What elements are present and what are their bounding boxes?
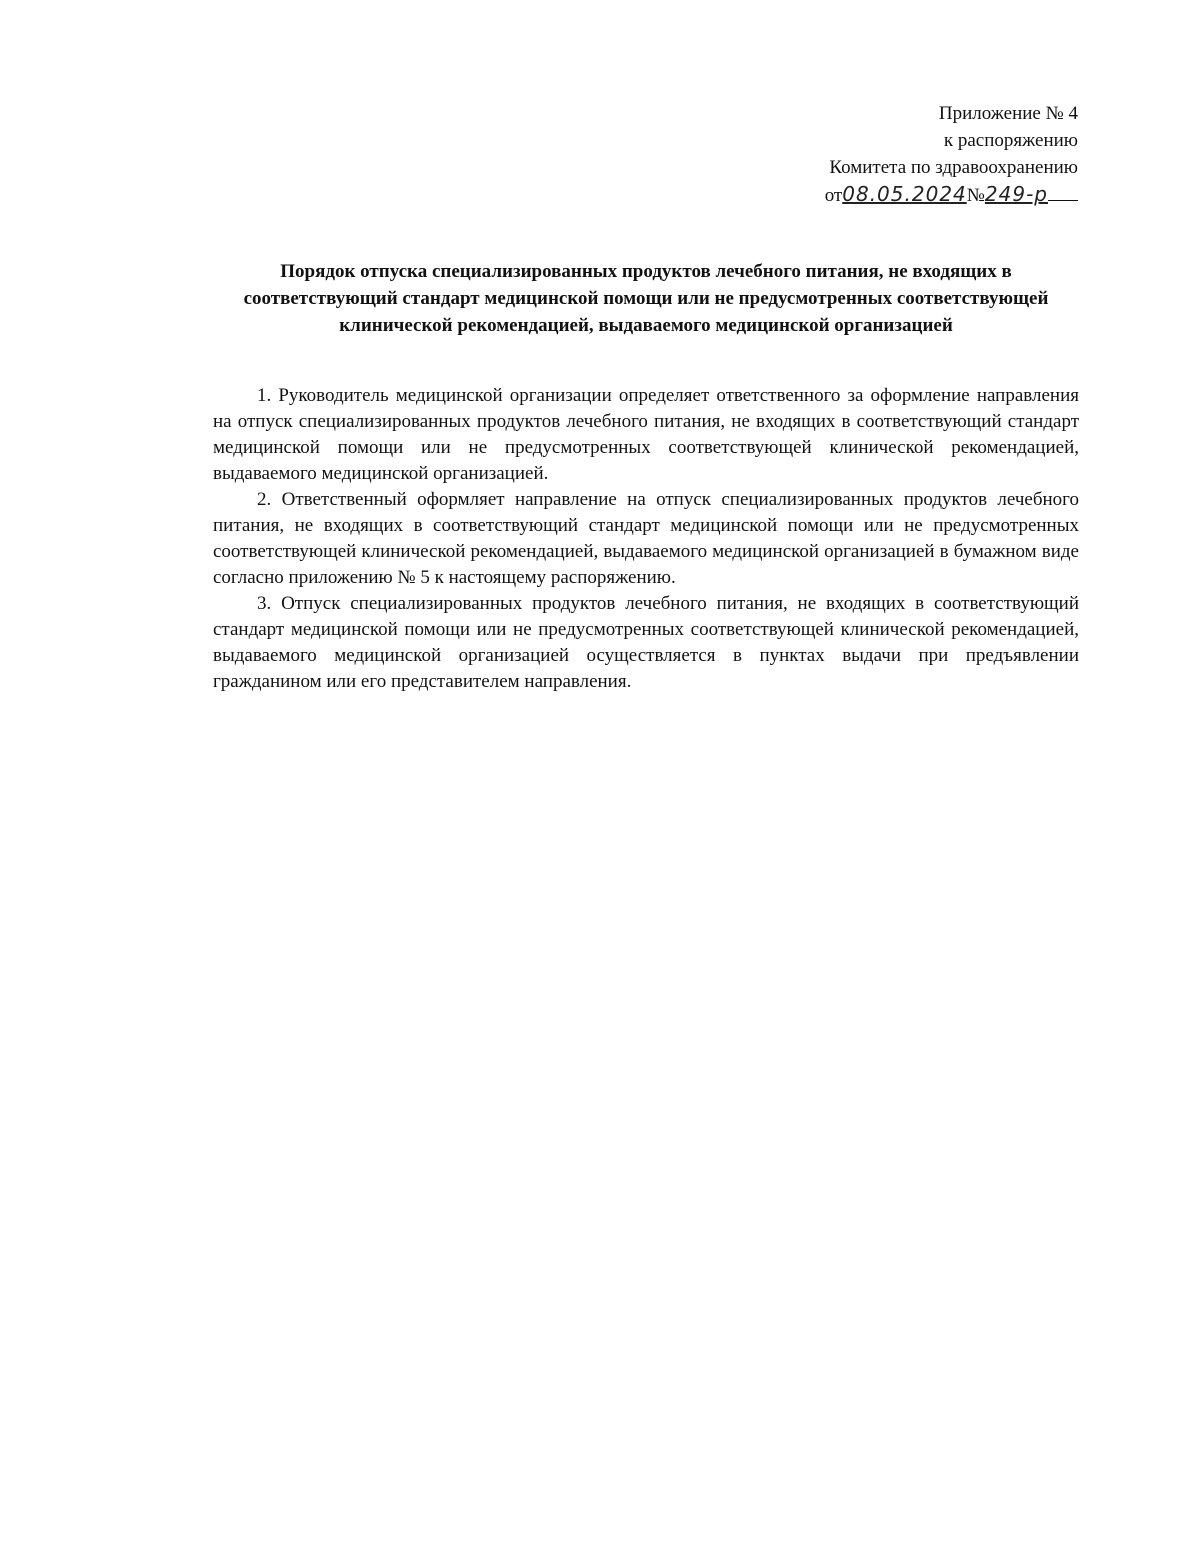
order-underline [1048, 199, 1078, 201]
order-number-label: № [966, 185, 985, 206]
document-title: Порядок отпуска специализированных продуктов лечебного питания, не входящих в соответствующий стандарт медицинской помощи или не предусмотренных соответствующей клинической рекомендацией, выдаваемого медицинской организацией [243, 261, 1049, 336]
annex-to-order: к распоряжению [943, 130, 1078, 151]
annex-header [658, 100, 1078, 209]
paragraph-3: 3. Отпуск специализированных продуктов лечебного питания, не входящих в соответствующий стандарт медицинской помощи или не предусмотренных соответствующей клинической рекомендацией, выдаваемого медицинской организацией осуществляется в пунктах выдачи при предъявлении гражданином или его представителем направления. [213, 593, 1079, 692]
order-reference [658, 181, 1078, 209]
annex-number: Приложение № 4 [938, 103, 1078, 124]
order-from-label: от [824, 185, 843, 206]
order-date: 08.05.2024 [842, 182, 967, 206]
paragraph-1: 1. Руководитель медицинской организации определяет ответственного за оформление направления на отпуск специализированных продуктов лечебного питания, не входящих в соответствующий стандарт медицинской помощи или не предусмотренных соответствующей клинической рекомендацией, выдаваемого медицинской организацией. [213, 385, 1079, 484]
order-number: 249-р [984, 182, 1048, 206]
document-body [213, 383, 1079, 695]
paragraph-2: 2. Ответственный оформляет направление на отпуск специализированных продуктов лечебного питания, не входящих в соответствующий стандарт медицинской помощи или не предусмотренных соответствующей клинической рекомендацией, выдаваемого медицинской организацией в бумажном виде согласно приложению № 5 к настоящему распоряжению. [213, 489, 1079, 588]
annex-committee: Комитета по здравоохранению [829, 157, 1078, 178]
